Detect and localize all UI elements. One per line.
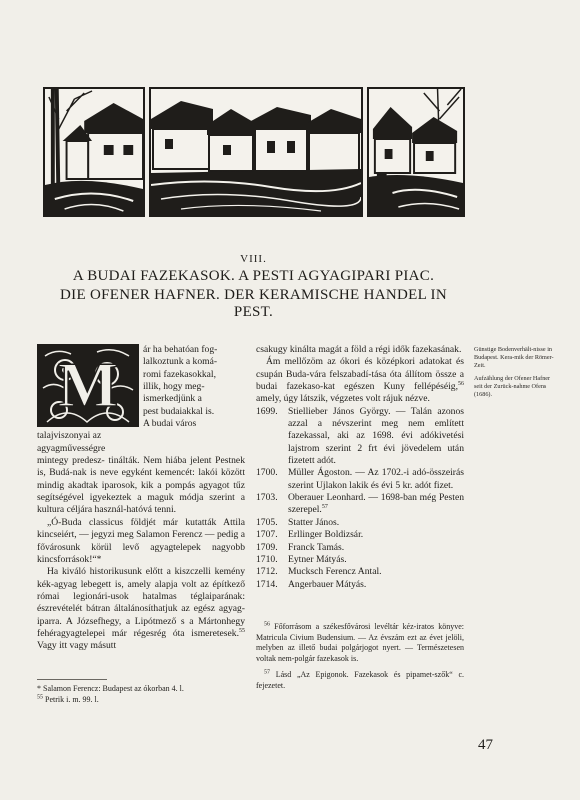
cap-line: mintegy predesz- xyxy=(37,455,105,467)
footnote-55: $^{55}$ Petrik i. m. 99. l. xyxy=(37,693,99,704)
footnote-ref-56[interactable]: 56 xyxy=(458,380,464,387)
potter-entry: 1709. Franck Tamás. xyxy=(256,541,345,553)
cap-line: talajviszonyai az xyxy=(37,430,102,442)
margin-note-hafner-list: Aufzählung der Ofener Hafner seit der Zurück-nahme Ofens (1686). xyxy=(474,375,551,398)
chapter-title-german: DIE OFENER HAFNER. DER KERAMISCHE HANDEL IN PEST. xyxy=(60,287,447,320)
footnote-ref-55[interactable]: 55 xyxy=(239,627,245,634)
header-vignettes xyxy=(43,87,464,217)
potter-entry: 1700. Müller Ágoston. — Az 1702.-i adó-összeirás szerint Ujlakon lakik és évi 5 kr. adót fizet. xyxy=(256,467,464,491)
right-text-column xyxy=(256,344,464,591)
cap-line: ismerkedjünk a xyxy=(143,393,202,405)
cap-line: romi fazekasokkal, xyxy=(143,368,216,380)
woodcut-village-right xyxy=(367,87,465,217)
footnote-57: $^{57}$ Lásd „Az Epigonok. Fazekasok és pipamet-szők“ c. fejezetet. xyxy=(256,669,465,690)
woodcut-village-left xyxy=(43,87,145,217)
potter-entry: 1703. Oberauer Leonhard. — 1698-ban még Pesten szerepel.$^{57}$ xyxy=(256,492,464,516)
paragraph-3: Ha kiváló historikusunk előtt a kiszczelli kemény kék-agyag lebegett is, amely alapja volt az építkező római legionári-usok hatalmas téglaiparának: észrevételét bátran általánosíthatjuk az egész agyag-iparra. A Józsefhegy, a Lipótmező s a Mártonhegy fehéragyagtelepei már régesrég óta ismeretesek.$^{55}$ Vagy itt vagy másutt xyxy=(37,566,245,652)
potter-entry: 1699. Stiellieber János György. — Talán azonos azzal a névszerint meg nem említett fazekassal, aki az 1698. évi adókivetési lajstrom szerint 2 frt évi jövedelem után fizetett adót. xyxy=(256,405,464,467)
chapter-title-hungarian: A BUDAI FAZEKASOK. A PESTI AGYAGIPARI PIAC. xyxy=(72,268,435,284)
potter-entry: 1710. Eytner Mátyás. xyxy=(256,553,347,565)
svg-text:M: M xyxy=(57,349,119,420)
cap-line: A budai város xyxy=(143,418,197,430)
margin-note-soil: Günstige Bodenverhält-nisse in Budapest. Kera-mik der Römer-Zeit. xyxy=(474,346,554,369)
footnotes-right xyxy=(256,622,464,697)
footnote-ref-57[interactable]: 57 xyxy=(321,504,328,511)
footnote-rule xyxy=(37,679,107,680)
left-text-column xyxy=(37,344,245,653)
footnote-56: $^{56}$ Főforrásom a székesfővárosi levéltár kéz-iratos könyve: Matricula Civium Budensium. — Az évszám ezt az évet jelöli, melyben az illető budai polgárjogot nyert. — Természetesen voltak nem-polgár fazekasok is. xyxy=(256,621,464,663)
paragraph-2: „Ó-Buda classicus földjét már kutatták Attila kincseiért, — jegyzi meg Salamon Ferencz — pedig a fővárosunk körül levő agyagtelepek nagyobb kincsforrások!“* xyxy=(37,516,245,565)
chapter-number: VIII. xyxy=(240,253,267,265)
cap-line: pest budaiakkal is. xyxy=(143,405,215,417)
potter-entry: 1712. Mucksch Ferencz Antal. xyxy=(256,566,382,578)
drop-cap-m xyxy=(37,344,139,427)
cap-line: agyagművességre xyxy=(37,442,106,454)
potter-entry: 1707. Erllinger Boldizsár. xyxy=(256,529,364,541)
potter-entry: 1705. Statter János. xyxy=(256,516,340,528)
right-paragraph-2: Ám mellőzöm az ókori és középkori adatokat és csupán Buda-vára felszabadí-tása óta állítom össze a budai fazekaso-kat egészen Kuny fellépéséig,$^{56}$ amely, úgy látszik, végzetes volt rájuk nézve. xyxy=(256,356,464,405)
woodcut-village-center xyxy=(149,87,363,217)
cap-line: ár ha behatóan fog- xyxy=(143,344,218,355)
footnote-star: * Salamon Ferencz: Budapest az ókorban 4. l. xyxy=(37,684,184,693)
footnotes-left xyxy=(37,679,245,705)
cap-line: lalkoztunk a komá- xyxy=(143,356,218,368)
right-paragraph-1: csakugy kinálta magát a föld a régi idők fazekasának. xyxy=(256,344,462,355)
paragraph-1-rest: tinálták. Nem hiába jelent Pestnek is, Budá-nak is neve egyként kemencét: lakói között mindig akadtak iparosok, kik a pompás agyagot tűz segítségével igyekeztek a maguk módja szerint a kultura céljára használ-hatóvá tenni. xyxy=(37,455,245,516)
page-number: 47 xyxy=(478,737,493,753)
cap-line: illik, hogy meg- xyxy=(143,381,205,393)
potter-entry: 1714. Angerbauer Mátyás. xyxy=(256,578,367,590)
